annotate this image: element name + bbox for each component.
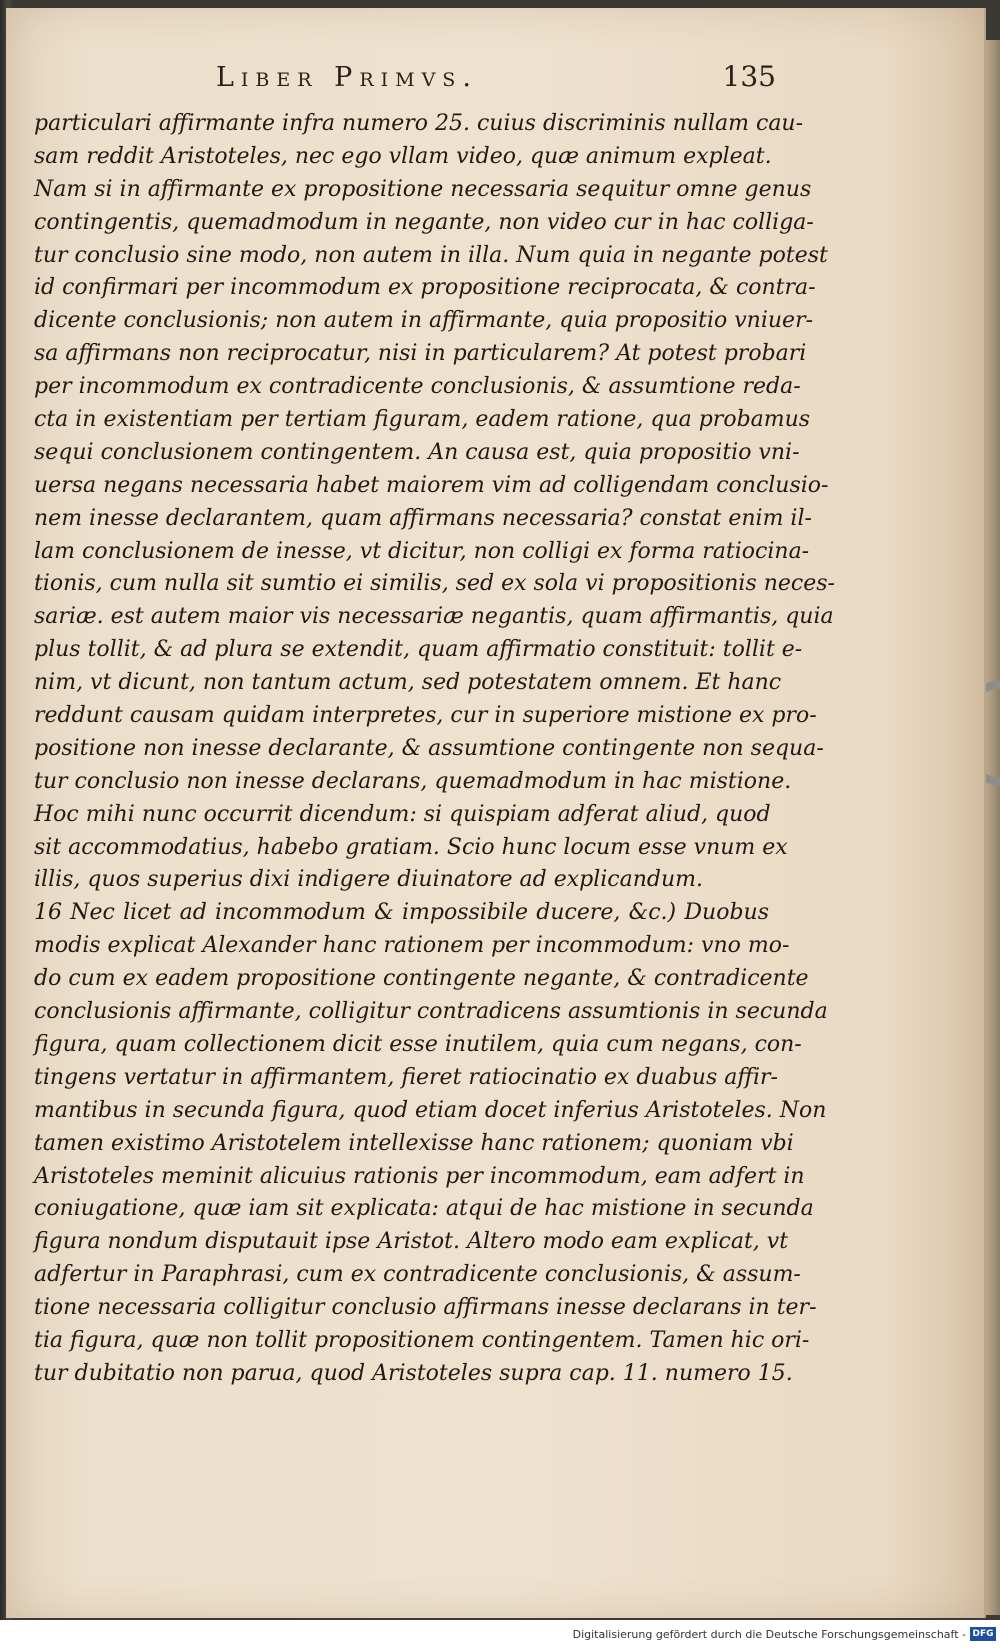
text-line: reddunt causam quidam interpretes, cur in superiore mistione ex pro- xyxy=(34,703,817,729)
text-line: figura, quam collectionem dicit esse inutilem, quia cum negans, con- xyxy=(34,1031,802,1057)
text-line: illis, quos superius dixi indigere diuinatore ad explicandum. xyxy=(34,867,703,893)
text-line: tingens vertatur in affirmantem, fieret ratiocinatio ex duabus affir- xyxy=(34,1064,778,1090)
text-line: sam reddit Aristoteles, nec ego vllam video, quæ animum expleat. xyxy=(34,143,772,169)
text-line: modis explicat Alexander hanc rationem per incommodum: vno mo- xyxy=(34,933,790,959)
text-line: tur conclusio non inesse declarans, quemadmodum in hac mistione. xyxy=(34,768,792,794)
text-line: sariæ. est autem maior vis necessariæ negantis, quam affirmantis, quia xyxy=(34,604,834,630)
text-line: per incommodum ex contradicente conclusionis, & assumtione reda- xyxy=(34,374,801,400)
text-line: coniugatione, quæ iam sit explicata: atqui de hac mistione in secunda xyxy=(34,1196,814,1222)
book-page xyxy=(6,8,986,1618)
text-line: tamen existimo Aristotelem intellexisse hanc rationem; quoniam vbi xyxy=(34,1130,794,1156)
text-line: plus tollit, & ad plura se extendit, quam affirmatio constituit: tollit e- xyxy=(34,637,803,663)
dfg-logo: DFG xyxy=(970,1627,996,1641)
text-line: lam conclusionem de inesse, vt dicitur, non colligi ex forma ratiocina- xyxy=(34,538,810,564)
text-line: tur conclusio sine modo, non autem in illa. Num quia in negante potest xyxy=(34,242,828,268)
text-line: particulari affirmante infra numero 25. cuius discriminis nullam cau- xyxy=(34,111,804,136)
text-line: contingentis, quemadmodum in negante, non video cur in hac colliga- xyxy=(34,209,814,235)
text-line: nem inesse declarantem, quam affirmans necessaria? constat enim il- xyxy=(34,505,812,531)
footer-bar xyxy=(0,1620,1000,1649)
text-line: id confirmari per incommodum ex propositione reciprocata, & contra- xyxy=(34,275,816,301)
text-line: 16 Nec licet ad incommodum & impossibile ducere, &c.) Duobus xyxy=(34,900,769,926)
page-header xyxy=(216,60,776,102)
text-line: tione necessaria colligitur conclusio affirmans inesse declarans in ter- xyxy=(34,1295,817,1321)
text-line: Nam si in affirmante ex propositione necessaria sequitur omne genus xyxy=(34,176,812,202)
text-line: uersa negans necessaria habet maiorem vim ad colligendam conclusio- xyxy=(34,472,829,498)
text-line: sit accommodatius, habebo gratiam. Scio hunc locum esse vnum ex xyxy=(34,834,788,860)
text-line: sa affirmans non reciprocatur, nisi in particularem? At potest probari xyxy=(34,341,807,367)
text-line: positione non inesse declarante, & assumtione contingente non sequa- xyxy=(34,735,824,761)
text-line: figura nondum disputauit ipse Aristot. Altero modo eam explicat, vt xyxy=(34,1229,789,1255)
text-line: do cum ex eadem propositione contingente negante, & contradicente xyxy=(34,966,809,992)
text-line: Aristoteles meminit alicuius rationis per incommodum, eam adfert in xyxy=(34,1163,805,1189)
body-text xyxy=(34,108,835,1391)
text-line: tia figura, quæ non tollit propositionem contingentem. Tamen hic ori- xyxy=(34,1327,810,1353)
text-line: Hoc mihi nunc occurrit dicendum: si quispiam adferat aliud, quod xyxy=(34,801,771,827)
text-line: nim, vt dicunt, non tantum actum, sed potestatem omnem. Et hanc xyxy=(34,670,782,696)
text-line: conclusionis affirmante, colligitur contradicens assumtionis in secunda xyxy=(34,999,828,1025)
text-line: mantibus in secunda figura, quod etiam docet inferius Aristoteles. Non xyxy=(34,1097,827,1123)
page-number: 135 xyxy=(722,60,776,93)
running-title: Liber Primvs. xyxy=(216,62,478,93)
text-line: dicente conclusionis; non autem in affirmante, quia propositio vniuer- xyxy=(34,308,814,334)
text-line: tionis, cum nulla sit sumtio ei similis, sed ex sola vi propositionis neces- xyxy=(34,571,835,597)
text-line: sequi conclusionem contingentem. An causa est, quia propositio vni- xyxy=(34,439,800,465)
text-line: cta in existentiam per tertiam figuram, eadem ratione, qua probamus xyxy=(34,407,811,433)
text-line: adfertur in Paraphrasi, cum ex contradicente conclusionis, & assum- xyxy=(34,1262,801,1288)
text-line: tur dubitatio non parua, quod Aristoteles supra cap. 11. numero 15. xyxy=(34,1360,793,1386)
footer-credit: Digitalisierung gefördert durch die Deutsche Forschungsgemeinschaft - xyxy=(572,1628,966,1641)
